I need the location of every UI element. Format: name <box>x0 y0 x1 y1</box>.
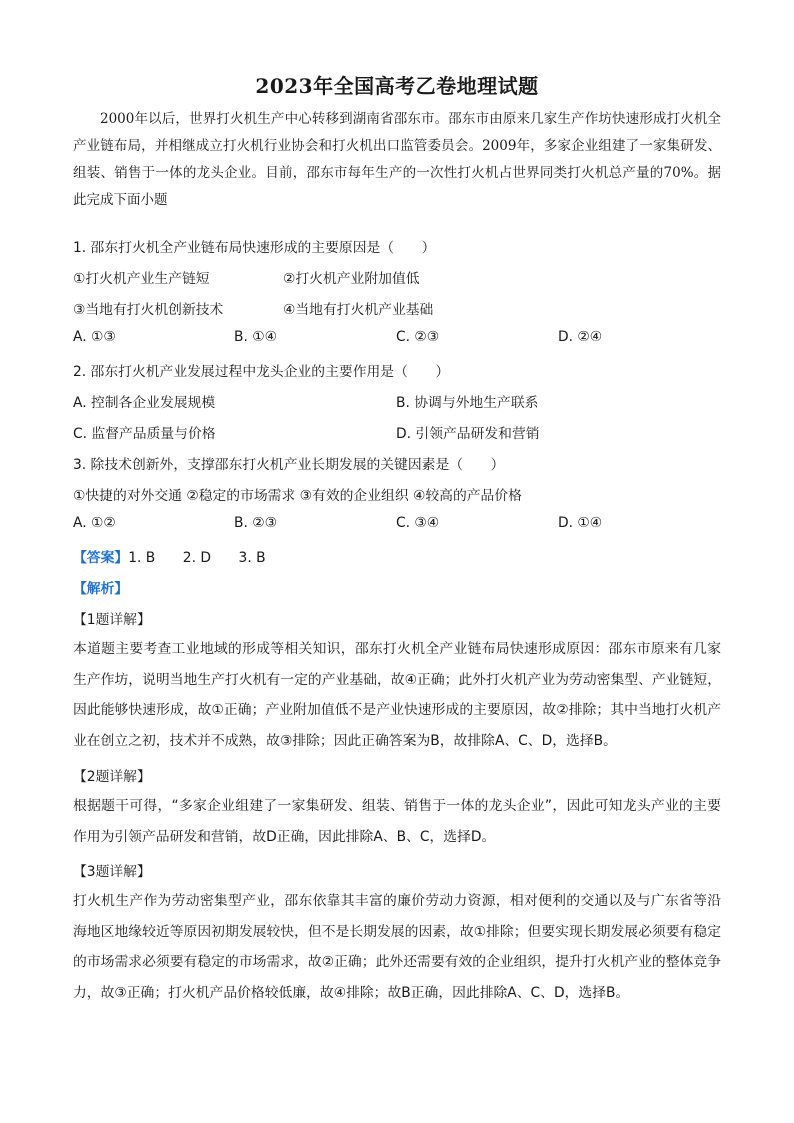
question-3-option-d: D. ①④ <box>558 515 603 531</box>
question-3-statements: ①快捷的对外交通 ②稳定的市场需求 ③有效的企业组织 ④较高的产品价格 <box>73 488 522 504</box>
answer-label: 【答案】 <box>73 550 129 566</box>
question-2-stem: 2. 邵东打火机产业发展过程中龙头企业的主要作用是（ ） <box>73 364 450 380</box>
detail-1-text: 本道题主要考查工业地域的形成等相关知识，邵东打火机全产业链布局快速形成原因：邵东市原来有几家生产作坊，说明当地生产打火机有一定的产业基础，故④正确；此外打火机产业为劳动密集型、产业链短，因此能够快速形成，故①正确；产业附加值低不是产业快速形成的主要原因，故②排除；其中当地打火机产业在创立之初，技术并不成熟，故③排除；因此正确答案为B，故排除A、C、D，选择B。 <box>73 641 721 749</box>
analysis-heading <box>73 577 128 597</box>
question-1-statement-1: ①打火机产业生产链短 <box>73 271 210 287</box>
question-2-option-d: D. 引领产品研发和营销 <box>396 426 540 442</box>
question-1-option-d: D. ②④ <box>558 329 603 345</box>
question-3-option-a: A. ①② <box>73 515 116 531</box>
question-1-option-b: B. ①④ <box>234 329 277 345</box>
question-3-stem: 3. 除技术创新外，支撑邵东打火机产业长期发展的关键因素是（ ） <box>73 457 505 473</box>
question-1-option-a: A. ①③ <box>73 329 116 345</box>
detail-2-text: 根据题干可得，“多家企业组建了一家集研发、组装、销售于一体的龙头企业”，因此可知龙头产业的主要作用为引领产品研发和营销，故D正确，因此排除A、B、C，选择D。 <box>73 798 721 845</box>
question-1-statement-3: ③当地有打火机创新技术 <box>73 302 224 318</box>
page-title: 2023年全国高考乙卷地理试题 <box>255 74 539 98</box>
question-1-option-c: C. ②③ <box>396 329 440 345</box>
question-2-option-c: C. 监督产品质量与价格 <box>73 426 216 442</box>
question-2-option-a: A. 控制各企业发展规模 <box>73 395 216 411</box>
intro-text: 2000年以后，世界打火机生产中心转移到湖南省邵东市。邵东市由原来几家生产作坊快速形成打火机全产业链布局，并相继成立打火机行业协会和打火机出口监管委员会。2009年，多家企业组建了一家集研发、组装、销售于一体的龙头企业。目前，邵东市每年生产的一次性打火机占世界同类打火机总产量的70%。据此完成下面小题 <box>73 111 721 208</box>
question-3-option-b: B. ②③ <box>234 515 277 531</box>
question-1-stem: 1. 邵东打火机全产业链布局快速形成的主要原因是（ ） <box>73 240 436 256</box>
detail-1-heading: 【1题详解】 <box>73 612 151 628</box>
detail-2-heading: 【2题详解】 <box>73 769 151 785</box>
intro-paragraph <box>73 106 721 214</box>
answer-text: 1. B 2. D 3. B <box>128 550 266 566</box>
question-1-statement-4: ④当地有打火机产业基础 <box>283 302 434 318</box>
question-1-statement-2: ②打火机产业附加值低 <box>283 271 420 287</box>
question-2-option-b: B. 协调与外地生产联系 <box>396 395 539 411</box>
detail-3-text: 打火机生产作为劳动密集型产业，邵东依靠其丰富的廉价劳动力资源，相对便利的交通以及与广东省等沿海地区地缘较近等原因初期发展较快，但不是长期发展的因素，故①排除；但要实现长期发展必须要有稳定的市场需求必须要有稳定的市场需求，故②正确；此外还需要有效的企业组织，提升打火机产业的整体竞争力，故③正确；打火机产品价格较低廉，故④排除；故B正确，因此排除A、C、D，选择B。 <box>73 893 721 1001</box>
analysis-label: 【解析】 <box>73 581 129 597</box>
detail-3-heading: 【3题详解】 <box>73 864 151 880</box>
question-3-option-c: C. ③④ <box>396 515 440 531</box>
answer-line <box>73 546 266 566</box>
